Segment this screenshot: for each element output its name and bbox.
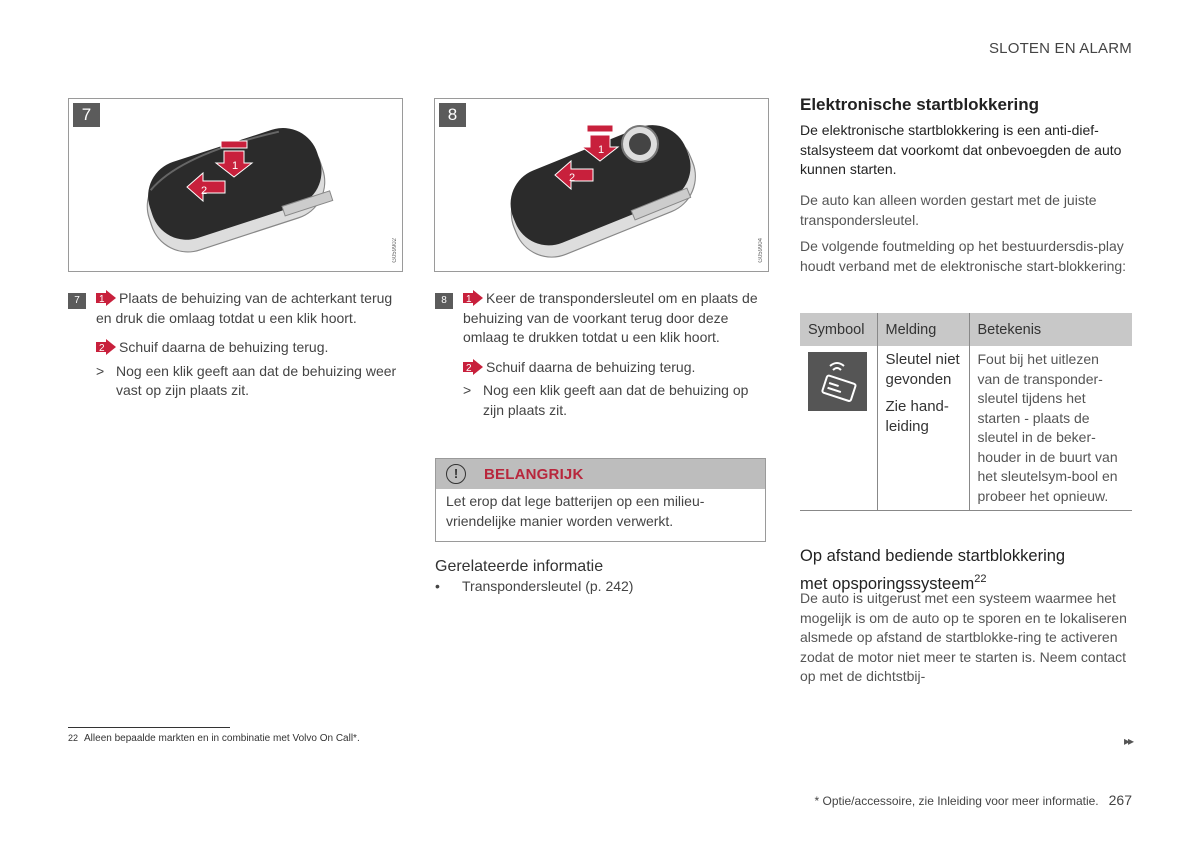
footer-note: * Optie/accessoire, zie Inleiding voor meer informatie. [814, 794, 1099, 808]
svg-text:1: 1 [232, 160, 239, 172]
column-header-symbol: Symbool [800, 313, 877, 346]
figure-code: G059904 [758, 238, 764, 263]
footnote-number: 22 [68, 733, 79, 743]
column-header-message: Melding [877, 313, 969, 346]
message-cell [877, 346, 969, 511]
immobilizer-para-1: De auto kan alleen worden gestart met de juiste transpondersleutel. [800, 192, 1097, 228]
figure-number: 8 [439, 103, 466, 127]
step-8 [435, 289, 765, 420]
svg-text:1: 1 [99, 294, 105, 305]
important-header [436, 459, 765, 489]
immobilizer-para-2: De volgende foutmelding op het bestuurdersdis-play houdt verband met de elektronische start-blokkering: [800, 238, 1127, 274]
step-number: 8 [435, 293, 453, 309]
step-2-arrow-icon [96, 339, 116, 355]
footnote-ref[interactable]: 22 [974, 573, 987, 585]
svg-text:1: 1 [598, 144, 605, 156]
table-header-row [800, 313, 1132, 346]
message-text: Zie hand-leiding [885, 398, 949, 435]
figure-code: G059902 [392, 238, 398, 263]
step-result: > Nog een klik geeft aan dat de behuizing weer vast op zijn plaats zit. [96, 362, 397, 398]
svg-text:2: 2 [466, 362, 472, 374]
table-row [800, 346, 1132, 511]
related-info-title: Gerelateerde informatie [435, 558, 604, 575]
message-text: Sleutel niet gevonden [885, 351, 960, 388]
important-notice [435, 458, 766, 542]
error-message-table [800, 313, 1132, 511]
important-title: BELANGRIJK [484, 465, 584, 483]
footnote-divider [68, 727, 230, 728]
result-marker: > [96, 362, 105, 379]
related-link[interactable]: Transpondersleutel (p. 242) [462, 578, 634, 594]
section-title-remote-immobilizer: Op afstand bediende startblokkering met opsporingssysteem$^{22}$ [800, 547, 1066, 593]
footnote [68, 733, 360, 744]
bullet: • [435, 578, 440, 594]
meaning-cell: Fout bij het uitlezen van de transponder-sleutel tijdens het starten - plaats de sleutel in de beker-houder in de buurt van het sleutelsym-bool en probeer het opnieuw. [969, 346, 1132, 511]
section-title-immobilizer: Elektronische startblokkering [800, 95, 1040, 114]
key-fob-illustration [435, 99, 769, 272]
symbol-cell [800, 346, 877, 511]
important-text: Let erop dat lege batterijen op een milieu-vriendelijke manier worden verwerkt. [446, 493, 705, 529]
remote-immobilizer-text: De auto is uitgerust met een systeem waarmee het mogelijk is om de auto op te sporen en te lokaliseren alsmede op afstand de startblokke-ring te activeren zodat de motor niet meer te starten is. Neem contact op met de dichtstbij- [800, 590, 1127, 684]
step-instruction-2: 2 Schuif daarna de behuizing terug. [96, 338, 398, 358]
page-footer [815, 792, 1133, 808]
svg-text:2: 2 [201, 185, 208, 197]
svg-text:1: 1 [466, 294, 472, 305]
step-result: > Nog een klik geeft aan dat de behuizing op zijn plaats zit. [463, 382, 749, 418]
figure-7 [68, 98, 403, 272]
key-card-icon [808, 352, 867, 411]
figure-number: 7 [73, 103, 100, 127]
step-1-arrow-icon [96, 290, 116, 306]
immobilizer-intro: De elektronische startblokkering is een anti-dief-stalsysteem dat voorkomt dat onbevoegden de auto kunnen starten. [800, 122, 1122, 177]
step-2-arrow-icon [463, 359, 483, 375]
step-instruction-1: 1 Keer de transpondersleutel om en plaats de behuizing van de voorkant terug door deze omlaag te drukken totdat u een klik hoort. [463, 290, 758, 345]
step-instruction-2: 2 Schuif daarna de behuizing terug. [463, 358, 765, 378]
column-header-meaning: Betekenis [969, 313, 1132, 346]
svg-text:2: 2 [569, 172, 576, 184]
svg-text:2: 2 [99, 343, 105, 354]
step-7 [68, 289, 398, 401]
step-number: 7 [68, 293, 86, 309]
key-fob-illustration [69, 99, 403, 272]
figure-8 [434, 98, 769, 272]
step-1-arrow-icon [463, 290, 483, 306]
page-number: 267 [1108, 792, 1132, 808]
step-instruction-1: 1 Plaats de behuizing van de achterkant terug en druk die omlaag totdat u een klik hoort. [96, 290, 393, 326]
warning-icon: ! [446, 464, 466, 484]
result-marker: > [463, 382, 472, 398]
related-info-item [435, 578, 633, 594]
footnote-text: Alleen bepaalde markten en in combinatie met Volvo On Call*. [84, 733, 360, 744]
section-header: SLOTEN EN ALARM [988, 40, 1132, 57]
continue-arrows-icon: ▸▸ [1123, 734, 1132, 748]
